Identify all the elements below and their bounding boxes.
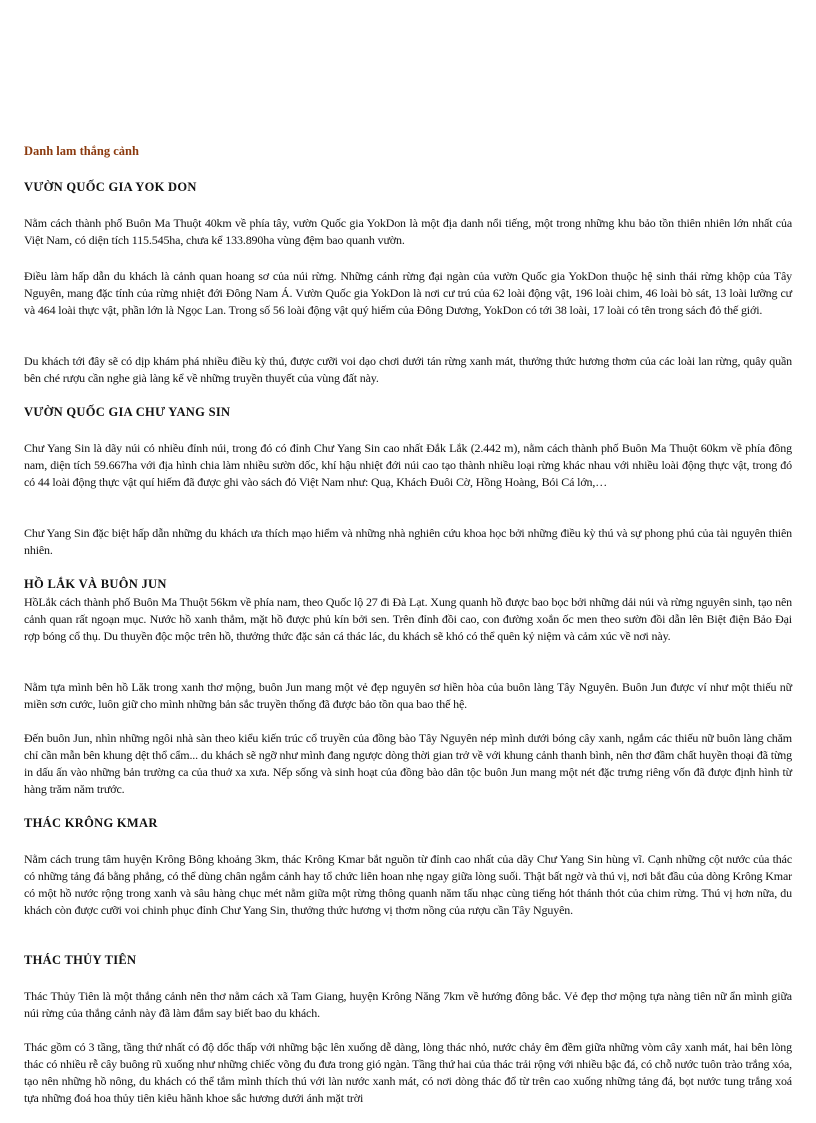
paragraph: Du khách tới đây sẽ có dịp khám phá nhiều điều kỳ thú, được cưỡi voi dạo chơi dưới tán rừng xanh mát, thưởng thức hương thơm của các loài lan rừng, quây quần bên ché rượu cần nghe già làng kể về những truyền thuyết của vùng đất này. <box>24 354 792 385</box>
paragraph: Chư Yang Sin đặc biệt hấp dẫn những du khách ưa thích mạo hiểm và những nhà nghiên cứu khoa học bởi những điều kỳ thú và sự phong phú của tài nguyên thiên nhiên. <box>24 526 792 557</box>
paragraph: Đến buôn Jun, nhìn những ngôi nhà sàn theo kiểu kiến trúc cổ truyền của đồng bào Tây Nguyên nép mình dưới bóng cây xanh, ngắm các thiếu nữ buôn làng chăm chỉ cần mẫn bên khung dệt thổ cẩm... du khách sẽ ngỡ như mình đang ngược dòng thời gian trở về với khung cảnh thanh bình, nên thơ đầm chất huyền thoại đã từng in dấu ấn vào những bản trường ca của thuở xa xưa. Nếp sống và sinh hoạt của đồng bào dân tộc buôn Jun mang một nét đặc trưng riêng vốn đã được định hình từ hàng trăm năm trước. <box>24 731 792 796</box>
section-heading-chu-yang-sin: VƯỜN QUỐC GIA CHƯ YANG SIN <box>24 405 231 419</box>
paragraph: Chư Yang Sin là dãy núi có nhiều đỉnh núi, trong đó có đỉnh Chư Yang Sin cao nhất Đắk Lắk (2.442 m), nằm cách thành phố Buôn Ma Thuột 60km về phía đông nam, diện tích 59.667ha với địa hình chia làm nhiều sườn dốc, khí hậu nhiệt đới núi cao tạo thành nhiều loại rừng khác nhau với nhiều loài động thực vật, trong đó có 44 loài động thực vật quí hiếm đã được ghi vào sách đỏ Việt Nam như: Quạ, Khách Đuôi Cờ, Hồng Hoàng, Bói Cá lớn,… <box>24 441 792 489</box>
paragraph: Thác gồm có 3 tầng, tầng thứ nhất có độ dốc thấp với những bậc lên xuống dễ dàng, lòng thác nhỏ, nước chảy êm đềm giữa những vòm cây xanh mát, hai bên lòng thác có nhiều rễ cây buông rũ xuống như những chiếc võng đu đưa trong gió ngàn. Tầng thứ hai của thác trải rộng với nhiều bậc đá, có chỗ nước tuôn trào trắng xóa, tạo nên những hồ nông, du khách có thể tắm mình thích thú với làn nước xanh mát, có nơi dòng thác đổ từ trên cao xuống những tảng đá, bọt nước tung trắng xoá tựa những đoá hoa thủy tiên kiêu hãnh khoe sắc hương dưới ánh mặt trời <box>24 1040 792 1105</box>
paragraph: Điều làm hấp dẫn du khách là cảnh quan hoang sơ của núi rừng. Những cánh rừng đại ngàn của vườn Quốc gia YokDon thuộc hệ sinh thái rừng khộp của Tây Nguyên, mang đặc tính của rừng nhiệt đới Đông Nam Á. Vườn Quốc gia YokDon là nơi cư trú của 62 loài động vật, 196 loài chim, 46 loài bò sát, 13 loài lưỡng cư và 464 loài thực vật, phần lớn là Ngọc Lan. Trong số 56 loài động vật quý hiếm của Đông Dương, YokDon có tới 38 loài, 17 loài có tên trong sách đỏ thế giới. <box>24 269 792 317</box>
page-title: Danh lam thắng cảnh <box>24 144 139 158</box>
paragraph: Nằm tựa mình bên hồ Lăk trong xanh thơ mộng, buôn Jun mang một vẻ đẹp nguyên sơ hiền hòa của buôn làng Tây Nguyên. Buôn Jun được ví như một thiếu nữ miền sơn cước, luôn giữ cho mình những bản sắc truyền thống đã được bảo tồn qua bao thế hệ. <box>24 680 792 711</box>
section-heading-ho-lak: HỒ LẮK VÀ BUÔN JUN <box>24 577 167 591</box>
section-heading-krong-kmar: THÁC KRÔNG KMAR <box>24 816 158 830</box>
paragraph: Thác Thủy Tiên là một thắng cảnh nên thơ nằm cách xã Tam Giang, huyện Krông Năng 7km về hướng đông bắc. Vẻ đẹp thơ mộng tựa nàng tiên nữ ẩn mình giữa núi rừng của thắng cảnh này đã làm đắm say biết bao du khách. <box>24 989 792 1020</box>
section-heading-yok-don: VƯỜN QUỐC GIA YOK DON <box>24 180 197 194</box>
section-heading-thuy-tien: THÁC THỦY TIÊN <box>24 953 137 967</box>
paragraph: HồLắk cách thành phố Buôn Ma Thuột 56km về phía nam, theo Quốc lộ 27 đi Đà Lạt. Xung quanh hồ được bao bọc bởi những dải núi và rừng nguyên sinh, tạo nên cảnh quan rất ngoạn mục. Nước hồ xanh thẳm, mặt hồ được phủ kín bởi sen. Trên đỉnh đồi cao, con đường xoắn ốc men theo sườn đồi dẫn lên Biệt điện Bảo Đại rợp bóng cổ thụ. Du thuyền độc mộc trên hồ, thưởng thức đặc sản cá thác lác, du khách sẽ khó có thể quên kỷ niệm và cảm xúc về nơi này. <box>24 595 792 643</box>
paragraph: Nằm cách thành phố Buôn Ma Thuột 40km về phía tây, vườn Quốc gia YokDon là một địa danh nổi tiếng, một trong những khu bảo tồn thiên nhiên lớn nhất của Việt Nam, có diện tích 115.545ha, chưa kể 133.890ha vùng đệm bao quanh vườn. <box>24 216 792 247</box>
paragraph: Nằm cách trung tâm huyện Krông Bông khoảng 3km, thác Krông Kmar bắt nguồn từ đỉnh cao nhất của dãy Chư Yang Sin hùng vĩ. Cạnh những cột nước của thác có những tảng đá bằng phẳng, có thể dùng chân ngắm cảnh hay tổ chức liên hoan nhẹ ngay giữa lòng suối. Thật bất ngờ và thú vị, nơi bắt đầu của dòng Krông Kmar có một hồ nước rộng trong xanh và sâu hàng chục mét nằm giữa một rừng thông quanh năm tấu nhạc cùng tiếng hót thánh thót của chim rừng. Thú vị hơn nữa, du khách còn được cưỡi voi chinh phục đỉnh Chư Yang Sin, thưởng thức hương vị thơm nồng của rượu cần Tây Nguyên. <box>24 852 792 917</box>
